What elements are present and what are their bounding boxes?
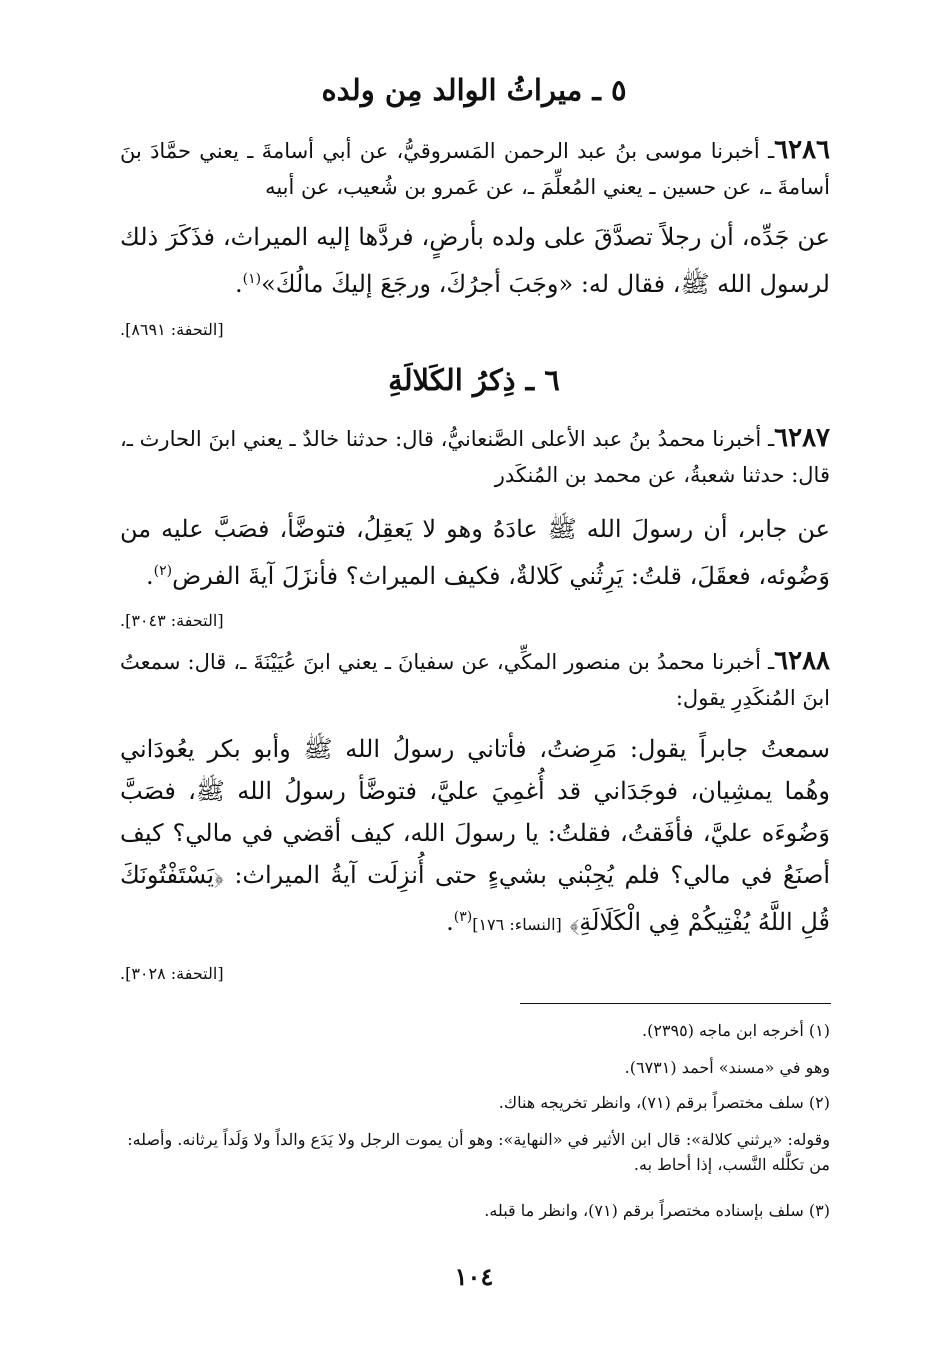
footnote-1-continuation: وهو في «مسند» أحمد (٦٧٣١). (624, 1058, 830, 1077)
tuhfa-reference: [التحفة: ٣٠٢٨]. (120, 964, 224, 983)
matn-text: عن جَدِّه، أن رجلاً تصدَّقَ على ولده بأرضٍ، فردَّها إليه الميراث، فذَكَرَ ذلك لرسول الله ﷺ، فقال له: «وجَبَ أجرُكَ، ورجَعَ إليكَ مالُكَ» (120, 223, 830, 298)
hadith-6288-matn: سمعتُ جابراً يقول: مَرِضتُ، فأتاني رسولُ الله ﷺ وأبو بكر يعُودَاني وهُما يمشِيان، فوجَدَاني قد أُغمِيَ عليَّ، فتوضَّأ رسولُ الله ﷺ، فصَبَّ وَضُوءَه عليَّ، فأفَقتُ، فقلتُ: يا رسولَ الله، كيف أقضي في مالي؟ كيف أصنَعُ في مالي؟ فلم يُجِبْني بشيءٍ حتى أُنزِلَت آيةُ الميراث: ﴿يَسْتَفْتُونَكَ قُلِ اللَّهُ يُفْتِيكُمْ فِي الْكَلَالَةِ﴾ [النساء: ١٧٦]$^{(٣)}$. (120, 735, 831, 936)
page-number: ١٠٤ (454, 1262, 494, 1291)
footnote-separator (520, 1003, 831, 1004)
footnote-marker: (٣) (453, 909, 473, 925)
matn-text: عن جابر، أن رسولَ الله ﷺ عادَهُ وهو لا يَعقِلُ، فتوضَّأ، فصَبَّ عليه من وَضُوئه، فعقَلَ، قلتُ: يَرِثُني كَلالةٌ، فكيف الميراث؟ فأنزَلَ آيةَ الفرض (120, 515, 830, 590)
quran-reference: [النساء: ١٧٦] (472, 915, 562, 934)
hadith-6287-isnad (120, 420, 830, 493)
footnote-2: (٢) سلف مختصراً برقم (٧١)، وانظر تخريجه هناك. (498, 1093, 830, 1112)
hadith-6288-isnad (120, 643, 830, 716)
hadith-6286-matn: عن جَدِّه، أن رجلاً تصدَّقَ على ولده بأرضٍ، فردَّها إليه الميراث، فذَكَرَ ذلك لرسول الله ﷺ، فقال له: «وجَبَ أجرُكَ، ورجَعَ إليكَ مالُكَ»$^{(١)}$. (120, 223, 830, 298)
footnote-2-continuation: وقوله: «يرثني كلالة»: قال ابن الأثير في «النهاية»: وهو أن يموت الرجل ولا يَدَع والداً ولا وَلَداً يرثانه. وأصله: من تكلَّله النَّسب، إذا أحاط به. (127, 1130, 830, 1174)
hadith-number: ٦٢٨٨ (774, 646, 830, 676)
tuhfa-reference: [التحفة: ٣٠٤٣]. (120, 611, 224, 630)
footnote-3: (٣) سلف بإسناده مختصراً برقم (٧١)، وانظر ما قبله. (484, 1201, 830, 1220)
footnote-marker: (١) (242, 271, 262, 287)
isnad-text: ـ أخبرنا محمدُ بن منصور المكِّي، عن سفيانَ ـ يعني ابنَ عُيَيْنَةَ ـ، قال: سمعتُ ابنَ المُنكَدِرِ يقول: (120, 650, 830, 710)
hadith-6286-isnad (120, 132, 830, 205)
footnote-1: (١) أخرجه ابن ماجه (٢٣٩٥). (642, 1021, 830, 1040)
tuhfa-reference: [التحفة: ٨٦٩١]. (120, 320, 224, 339)
hadith-6287-matn: عن جابر، أن رسولَ الله ﷺ عادَهُ وهو لا يَعقِلُ، فتوضَّأ، فصَبَّ عليه من وَضُوئه، فعقَلَ، قلتُ: يَرِثُني كَلالةٌ، فكيف الميراث؟ فأنزَلَ آيةَ الفرض$^{(٢)}$. (120, 515, 830, 590)
footnote-marker: (٢) (153, 563, 173, 579)
hadith-number: ٦٢٨٦ (774, 135, 830, 165)
chapter-heading-5: ٥ ـ ميراثُ الوالد مِن ولده (321, 73, 627, 107)
matn-text: سمعتُ جابراً يقول: مَرِضتُ، فأتاني رسولُ الله ﷺ وأبو بكر يعُودَاني وهُما يمشِيان، فوجَدَاني قد أُغمِيَ عليَّ، فتوضَّأ رسولُ الله ﷺ، فصَبَّ وَضُوءَه عليَّ، فأفَقتُ، فقلتُ: يا رسولَ الله، كيف أقضي في مالي؟ كيف أصنَعُ في مالي؟ فلم يُجِبْني بشيءٍ حتى أُنزِلَت آيةُ الميراث: ﴿يَسْتَفْتُونَكَ قُلِ اللَّهُ يُفْتِيكُمْ فِي الْكَلَالَةِ﴾ (120, 735, 831, 936)
isnad-text: ـ أخبرنا محمدُ بنُ عبد الأعلى الصَّنعانيُّ، قال: حدثنا خالدٌ ـ يعني ابنَ الحارث ـ، قال: حدثنا شعبةُ، عن محمد بن المُنكَدر (120, 427, 830, 487)
hadith-number: ٦٢٨٧ (774, 423, 830, 453)
chapter-heading-6: ٦ ـ ذِكرُ الكَلالَةِ (388, 363, 560, 397)
isnad-text: ـ أخبرنا موسى بنُ عبد الرحمن المَسروقيُّ، عن أبي أسامةَ ـ يعني حمَّادَ بنَ أسامةَ ـ، عن حسين ـ يعني المُعلِّمَ ـ، عن عَمرو بن شُعيب، عن أبيه (120, 139, 830, 199)
